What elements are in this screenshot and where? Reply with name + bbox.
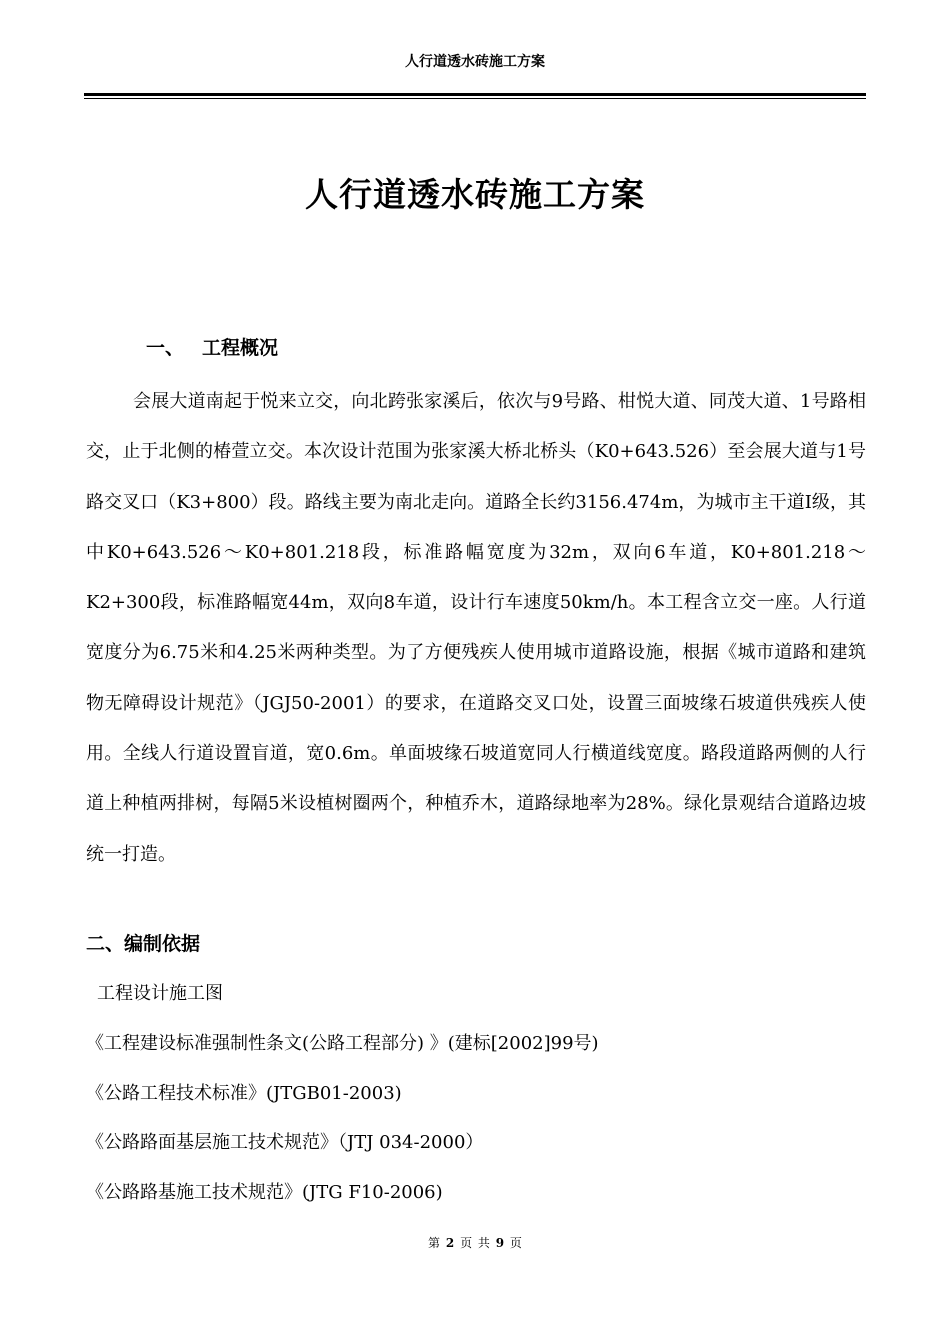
section-number: 一、 [146,337,185,359]
section-heading-overview [146,334,278,362]
footer-prefix: 第 [428,1236,441,1250]
current-page-number: 2 [445,1236,455,1250]
basis-item: 《公路路基施工技术规范》(JTG F10-2006) [86,1182,443,1203]
header-rule [84,93,866,96]
section-heading-basis: 二、编制依据 [86,933,201,955]
section-title: 工程概况 [202,337,279,359]
basis-item: 《公路工程技术标准》(JTGB01-2003) [86,1083,402,1104]
basis-item: 《公路路面基层施工技术规范》（JTJ 034-2000） [86,1132,484,1153]
total-pages-number: 9 [495,1236,505,1250]
basis-item: 工程设计施工图 [97,983,223,1004]
overview-paragraph: 会展大道南起于悦来立交，向北跨张家溪后，依次与9号路、柑悦大道、同茂大道、1号路相交，止于北侧的椿萱立交。本次设计范围为张家溪大桥北桥头（K0+643.526）至会展大道与1号路交叉口（K3+800）段。路线主要为南北走向。道路全长约3156.474m，为城市主干道Ⅰ级，其中K0+643.526～K0+801.218段，标准路幅宽度为32m，双向6车道，K0+801.218～K2+300段，标准路幅宽44m，双向8车道，设计行车速度50km/h。本工程含立交一座。人行道宽度分为6.75米和4.25米两种类型。为了方便残疾人使用城市道路设施，根据《城市道路和建筑物无障碍设计规范》（JGJ50-2001）的要求，在道路交叉口处，设置三面坡缘石坡道供残疾人使用。全线人行道设置盲道，宽0.6m。单面坡缘石坡道宽同人行横道线宽度。路段道路两侧的人行道上种植两排树，每隔5米设植树圈两个，种植乔木，道路绿地率为28%。绿化景观结合道路边坡统一打造。 [86,391,866,865]
header-rule-thin [84,98,866,99]
footer-middle: 页 共 [460,1236,490,1250]
document-title: 人行道透水砖施工方案 [305,175,645,214]
page-footer [0,1234,950,1252]
basis-item: 《工程建设标准强制性条文(公路工程部分) 》(建标[2002]99号) [86,1033,599,1054]
footer-suffix: 页 [509,1236,522,1250]
running-header: 人行道透水砖施工方案 [405,54,545,70]
